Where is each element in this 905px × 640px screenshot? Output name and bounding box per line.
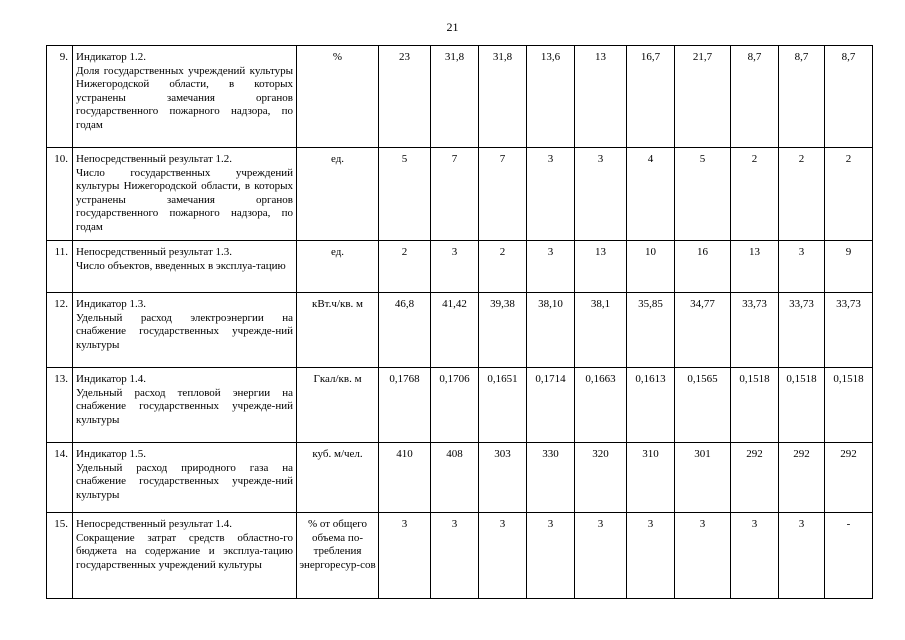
- indicator-description: [73, 293, 297, 368]
- value-cell: 3: [627, 513, 675, 599]
- value-cell: 3: [779, 513, 825, 599]
- value-cell: 23: [379, 46, 431, 148]
- value-cell: 13: [731, 241, 779, 293]
- value-cell: 0,1768: [379, 368, 431, 443]
- indicator-title: Индикатор 1.2.: [76, 51, 147, 63]
- value-cell: 310: [627, 443, 675, 513]
- value-cell: 3: [675, 513, 731, 599]
- value-cell: 410: [379, 443, 431, 513]
- value-cell: 0,1518: [731, 368, 779, 443]
- value-cell: 9: [825, 241, 873, 293]
- unit-cell: Гкал/кв. м: [297, 368, 379, 443]
- value-cell: 5: [675, 148, 731, 241]
- unit-cell: кВт.ч/кв. м: [297, 293, 379, 368]
- unit-cell: ед.: [297, 241, 379, 293]
- value-cell: 2: [731, 148, 779, 241]
- value-cell: 330: [527, 443, 575, 513]
- indicator-title: Индикатор 1.5.: [76, 448, 147, 460]
- value-cell: -: [825, 513, 873, 599]
- unit-cell: куб. м/чел.: [297, 443, 379, 513]
- value-cell: 0,1651: [479, 368, 527, 443]
- value-cell: 7: [479, 148, 527, 241]
- table-row: [47, 46, 873, 148]
- value-cell: 38,1: [575, 293, 627, 368]
- table-row: [47, 148, 873, 241]
- indicator-text: Удельный расход электроэнергии на снабжение государственных учрежде-ний культуры: [76, 311, 293, 351]
- row-number: 11.: [47, 241, 73, 293]
- value-cell: 2: [479, 241, 527, 293]
- value-cell: 4: [627, 148, 675, 241]
- value-cell: 0,1518: [779, 368, 825, 443]
- value-cell: 46,8: [379, 293, 431, 368]
- indicator-description: [73, 46, 297, 148]
- value-cell: 8,7: [825, 46, 873, 148]
- value-cell: 301: [675, 443, 731, 513]
- indicator-title: Индикатор 1.3.: [76, 298, 147, 310]
- value-cell: 41,42: [431, 293, 479, 368]
- value-cell: 33,73: [825, 293, 873, 368]
- value-cell: 35,85: [627, 293, 675, 368]
- value-cell: 0,1663: [575, 368, 627, 443]
- indicator-title: Непосредственный результат 1.4.: [76, 518, 233, 530]
- indicator-description: [73, 241, 297, 293]
- row-number: 9.: [47, 46, 73, 148]
- indicator-title: Непосредственный результат 1.2.: [76, 153, 233, 165]
- table-row: [47, 293, 873, 368]
- page-number: 21: [446, 20, 459, 34]
- value-cell: 0,1714: [527, 368, 575, 443]
- table-row: [47, 443, 873, 513]
- value-cell: 38,10: [527, 293, 575, 368]
- value-cell: 39,38: [479, 293, 527, 368]
- value-cell: 2: [379, 241, 431, 293]
- value-cell: 303: [479, 443, 527, 513]
- value-cell: 3: [527, 148, 575, 241]
- indicator-text: Число государственных учреждений культуры Нижегородской области, в которых устранены замечания органов государственного пожарного надзора, по годам: [76, 166, 293, 233]
- value-cell: 13: [575, 46, 627, 148]
- row-number: 14.: [47, 443, 73, 513]
- indicator-text: Доля государственных учреждений культуры Нижегородской области, в которых устранены замечания органов государственного пожарного надзора, по годам: [76, 64, 293, 131]
- indicators-table: [46, 45, 873, 599]
- value-cell: 0,1565: [675, 368, 731, 443]
- table-row: [47, 513, 873, 599]
- value-cell: 292: [825, 443, 873, 513]
- value-cell: 3: [431, 513, 479, 599]
- value-cell: 7: [431, 148, 479, 241]
- value-cell: 2: [825, 148, 873, 241]
- unit-cell: ед.: [297, 148, 379, 241]
- value-cell: 34,77: [675, 293, 731, 368]
- indicator-text: Сокращение затрат средств областно-го бюджета на содержание и эксплуа-тацию государственных учреждений культуры: [76, 531, 293, 571]
- value-cell: 33,73: [779, 293, 825, 368]
- value-cell: 21,7: [675, 46, 731, 148]
- row-number: 10.: [47, 148, 73, 241]
- value-cell: 8,7: [779, 46, 825, 148]
- value-cell: 16: [675, 241, 731, 293]
- value-cell: 408: [431, 443, 479, 513]
- unit-cell: %: [297, 46, 379, 148]
- table-row: [47, 241, 873, 293]
- indicator-description: [73, 513, 297, 599]
- indicator-title: Непосредственный результат 1.3.: [76, 246, 233, 258]
- value-cell: 3: [379, 513, 431, 599]
- value-cell: 292: [731, 443, 779, 513]
- value-cell: 0,1706: [431, 368, 479, 443]
- value-cell: 2: [779, 148, 825, 241]
- value-cell: 8,7: [731, 46, 779, 148]
- value-cell: 31,8: [479, 46, 527, 148]
- indicator-text: Удельный расход природного газа на снабжение государственных учрежде-ний культуры: [76, 461, 293, 501]
- indicator-description: [73, 148, 297, 241]
- value-cell: 3: [431, 241, 479, 293]
- value-cell: 3: [575, 513, 627, 599]
- table-row: [47, 368, 873, 443]
- value-cell: 31,8: [431, 46, 479, 148]
- indicator-description: [73, 443, 297, 513]
- value-cell: 3: [779, 241, 825, 293]
- indicator-text: Удельный расход тепловой энергии на снабжение государственных учрежде-ний культуры: [76, 386, 293, 426]
- row-number: 12.: [47, 293, 73, 368]
- unit-cell: % от общего объема по-требления энергоресур-сов: [297, 513, 379, 599]
- value-cell: 3: [527, 241, 575, 293]
- value-cell: 5: [379, 148, 431, 241]
- value-cell: 0,1518: [825, 368, 873, 443]
- value-cell: 320: [575, 443, 627, 513]
- indicator-description: [73, 368, 297, 443]
- value-cell: 3: [527, 513, 575, 599]
- value-cell: 33,73: [731, 293, 779, 368]
- value-cell: 3: [731, 513, 779, 599]
- value-cell: 3: [479, 513, 527, 599]
- value-cell: 16,7: [627, 46, 675, 148]
- value-cell: 292: [779, 443, 825, 513]
- value-cell: 13: [575, 241, 627, 293]
- row-number: 15.: [47, 513, 73, 599]
- value-cell: 10: [627, 241, 675, 293]
- row-number: 13.: [47, 368, 73, 443]
- indicator-text: Число объектов, введенных в эксплуа-тацию: [76, 259, 286, 272]
- value-cell: 3: [575, 148, 627, 241]
- value-cell: 0,1613: [627, 368, 675, 443]
- indicator-title: Индикатор 1.4.: [76, 373, 147, 385]
- value-cell: 13,6: [527, 46, 575, 148]
